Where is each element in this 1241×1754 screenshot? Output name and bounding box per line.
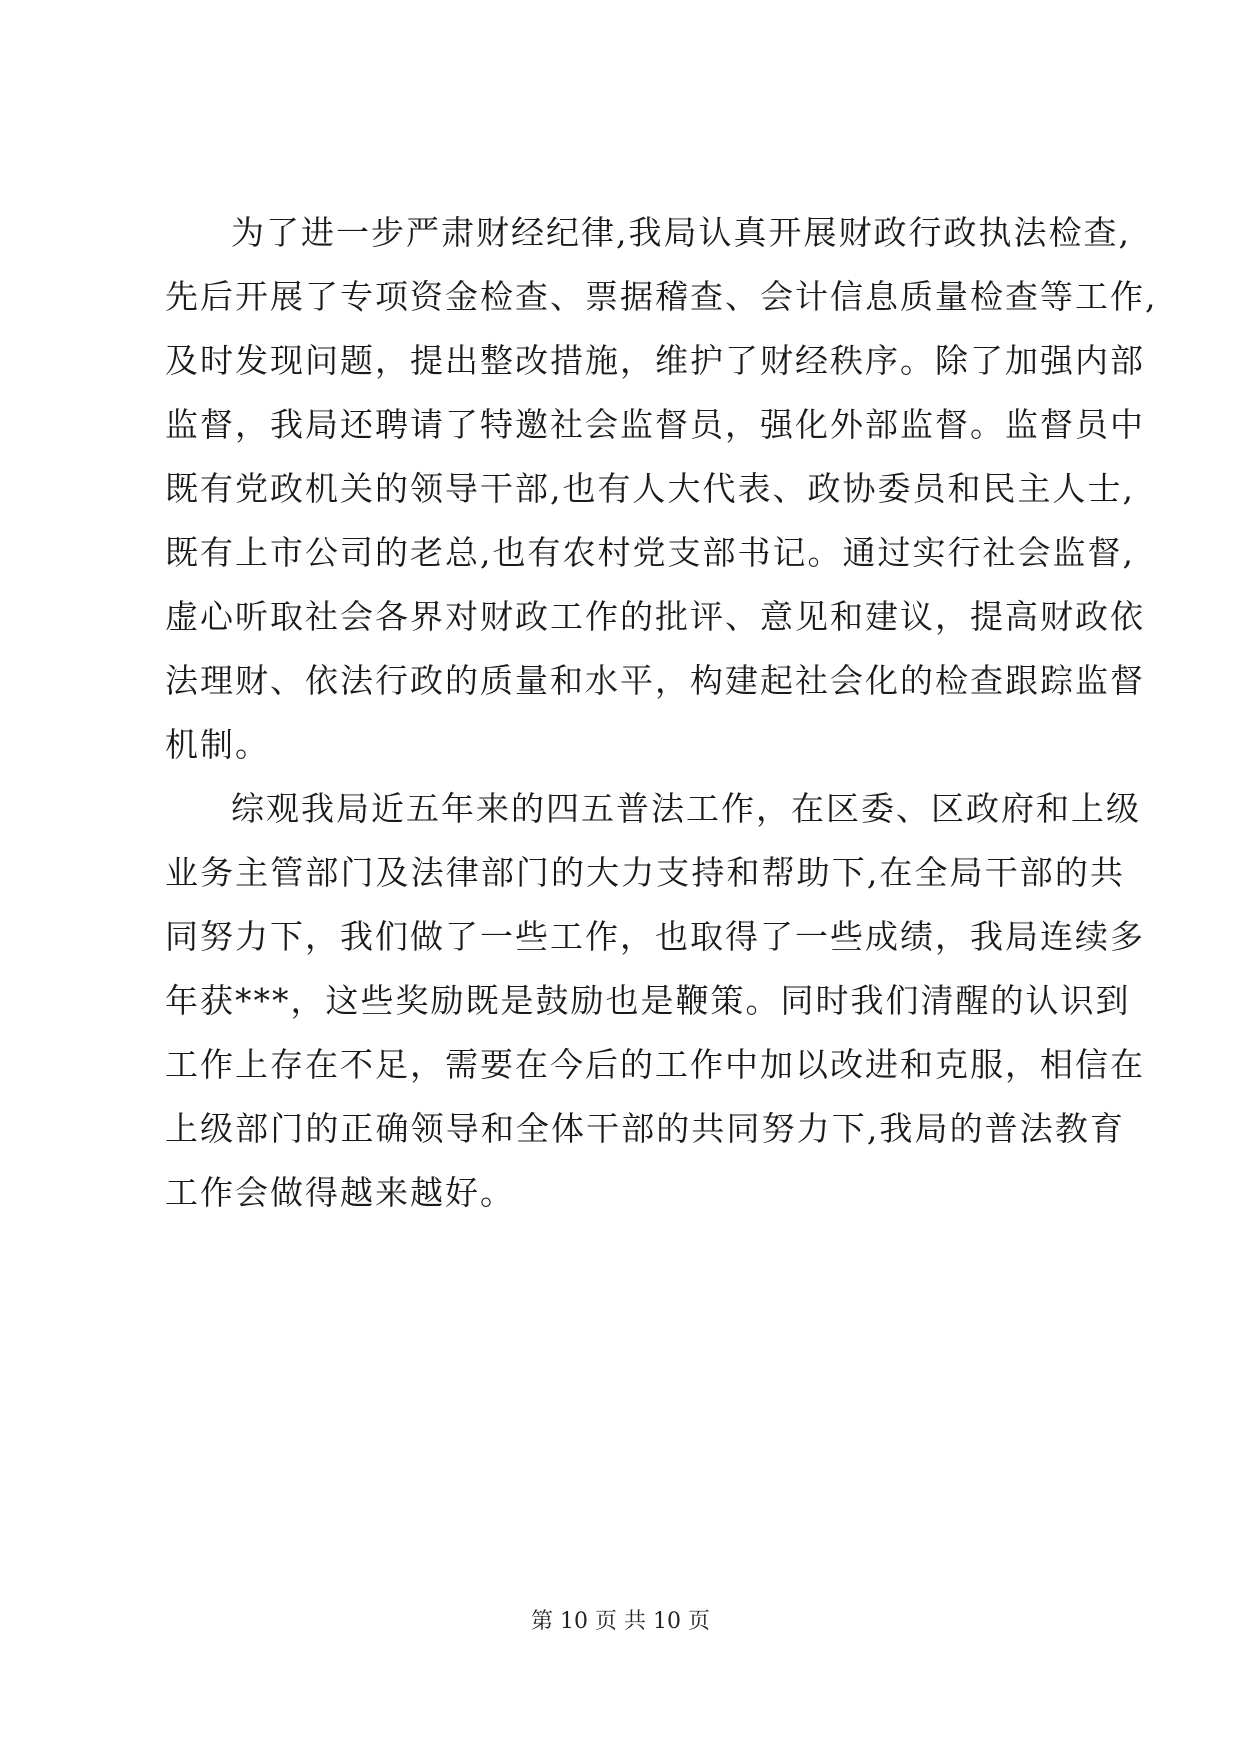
paragraph [165,201,1158,777]
text-line: 先后开展了专项资金检查、票据稽查、会计信息质量检查等工作, [165,277,1158,316]
text-line: 监督，我局还聘请了特邀社会监督员，强化外部监督。监督员中 [165,405,1145,444]
text-line: 上级部门的正确领导和全体干部的共同努力下,我局的普法教育 [165,1109,1125,1148]
text-line: 既有党政机关的领导干部,也有人大代表、政协委员和民主人士, [165,469,1135,508]
paragraph [165,777,1145,1225]
text-line: 虚心听取社会各界对财政工作的批评、意见和建议，提高财政依 [165,597,1145,636]
text-line: 业务主管部门及法律部门的大力支持和帮助下,在全局干部的共 [165,853,1125,892]
text-line: 为了进一步严肃财经纪律,我局认真开展财政行政执法检查, [231,213,1131,252]
page-number-footer: 第 10 页 共 10 页 [531,1609,710,1634]
text-line: 工作会做得越来越好。 [165,1173,515,1212]
text-line: 同努力下，我们做了一些工作，也取得了一些成绩，我局连续多 [165,917,1145,956]
text-line: 工作上存在不足，需要在今后的工作中加以改进和克服，相信在 [165,1045,1145,1084]
text-line: 及时发现问题，提出整改措施，维护了财经秩序。除了加强内部 [165,341,1145,380]
text-line: 综观我局近五年来的四五普法工作，在区委、区政府和上级 [231,789,1141,828]
text-line: 法理财、依法行政的质量和水平，构建起社会化的检查跟踪监督 [165,661,1145,700]
text-line: 机制。 [165,725,270,764]
text-line: 年获***，这些奖励既是鼓励也是鞭策。同时我们清醒的认识到 [165,981,1131,1020]
text-line: 既有上市公司的老总,也有农村党支部书记。通过实行社会监督, [165,533,1135,572]
document-body [165,201,1158,1225]
